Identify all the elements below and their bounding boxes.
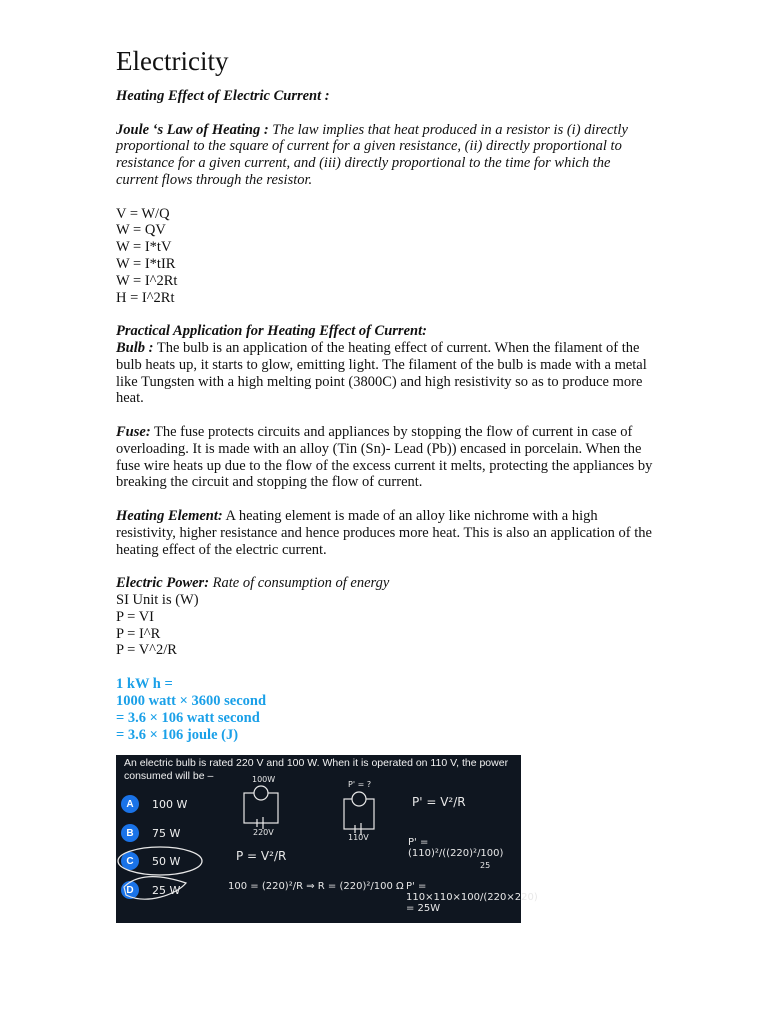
fuse-paragraph [116, 424, 656, 491]
fuse-text: The fuse protects circuits and appliances by stopping the flow of current in case of overloading. It is made with an alloy (Tin (Sn)- Lead (Pb)) encased in porcelain. When the fuse wire heats up due to the flow of the excess current it melts, protecting the appliances by breaking the circuit and stopping the flow of current. [116, 423, 653, 491]
chalk-formula: P' = 110×110×100/(220×220) = 25W [406, 881, 538, 914]
formula-line: H = I^2Rt [116, 289, 175, 306]
option-value: 50 W [152, 854, 181, 868]
kwh-line: 1 kW h = [116, 675, 173, 692]
formula-line: W = I*tV [116, 239, 172, 256]
question-text: An electric bulb is rated 220 V and 100 W. When it is operated on 110 V, the power consumed will be – [124, 757, 509, 782]
bulb-2-icon [352, 792, 366, 806]
chalk-formula: P' = (110)²/((220)²/100) [408, 837, 504, 859]
option-value: 25 W [152, 883, 181, 897]
page-title: Electricity [116, 46, 229, 76]
heating-element-paragraph [116, 508, 656, 558]
power-line: P = I^R [116, 625, 161, 642]
chalk-label: P' = ? [348, 780, 372, 789]
power-line: SI Unit is (W) [116, 591, 199, 608]
bulb-1-icon [254, 786, 268, 800]
option-badge: D [121, 881, 139, 899]
chalk-label: 220V [253, 828, 274, 837]
joule-label: Joule ‘s Law of Heating : [116, 121, 269, 138]
formula-line: W = QV [116, 222, 166, 239]
power-text: Rate of consumption of energy [209, 575, 390, 592]
formula-line: W = I^2Rt [116, 272, 178, 289]
power-paragraph [116, 575, 656, 592]
chalk-formula: 100 = (220)²/R ⇒ R = (220)²/100 Ω [228, 881, 404, 892]
option-badge: C [121, 852, 139, 870]
section-heading: Heating Effect of Electric Current : [116, 88, 330, 104]
formula-line: W = I*tIR [116, 255, 176, 272]
option-value: 100 W [152, 797, 188, 811]
joule-text: The law implies that heat produced in a resistor is (i) directly proportional to the square of current for a given resistance, (ii) directly proportional to resistance for a given current, and (iii) directly proportional to the time for which the current flows through the resistor. [116, 121, 628, 188]
bulb-label: Bulb : [116, 339, 154, 356]
document-page [116, 44, 656, 744]
power-line: P = VI [116, 608, 154, 625]
chalk-formula: P = V²/R [236, 849, 287, 863]
answer-circle [118, 847, 202, 875]
power-line: P = V^2/R [116, 642, 177, 659]
option-badge: B [121, 824, 139, 842]
kwh-line: = 3.6 × 106 watt second [116, 709, 260, 726]
heating-element-text: A heating element is made of an alloy like nichrome with a high resistivity, higher resistance and hence produces more heat. This is also an application of the heating effect of the electric current. [116, 507, 652, 558]
question-image [116, 755, 538, 923]
fuse-label: Fuse: [116, 423, 151, 440]
option-badge: A [121, 795, 139, 813]
bulb-paragraph [116, 340, 656, 407]
chalk-formula: P' = V²/R [412, 795, 466, 809]
answer-scribble [124, 877, 186, 899]
option-value: 75 W [152, 826, 181, 840]
heating-element-label: Heating Element: [116, 507, 223, 524]
formula-line: V = W/Q [116, 205, 170, 222]
chalk-label: 110V [348, 833, 369, 842]
chalk-label: 100W [252, 775, 276, 784]
chalk-note: 25 [480, 861, 491, 870]
joule-paragraph [116, 122, 656, 189]
kwh-line: = 3.6 × 106 joule (J) [116, 726, 239, 743]
power-label: Electric Power: [116, 575, 210, 592]
practical-heading: Practical Application for Heating Effect of Current: [116, 323, 427, 340]
bulb-text: The bulb is an application of the heating effect of current. When the filament of the bulb heats up, it starts to glow, emitting light. The filament of the bulb is made with a metal like Tungsten with a high melting point (3800C) and high resistivity so as to produce more heat. [116, 339, 647, 407]
kwh-line: 1000 watt × 3600 second [116, 692, 267, 709]
